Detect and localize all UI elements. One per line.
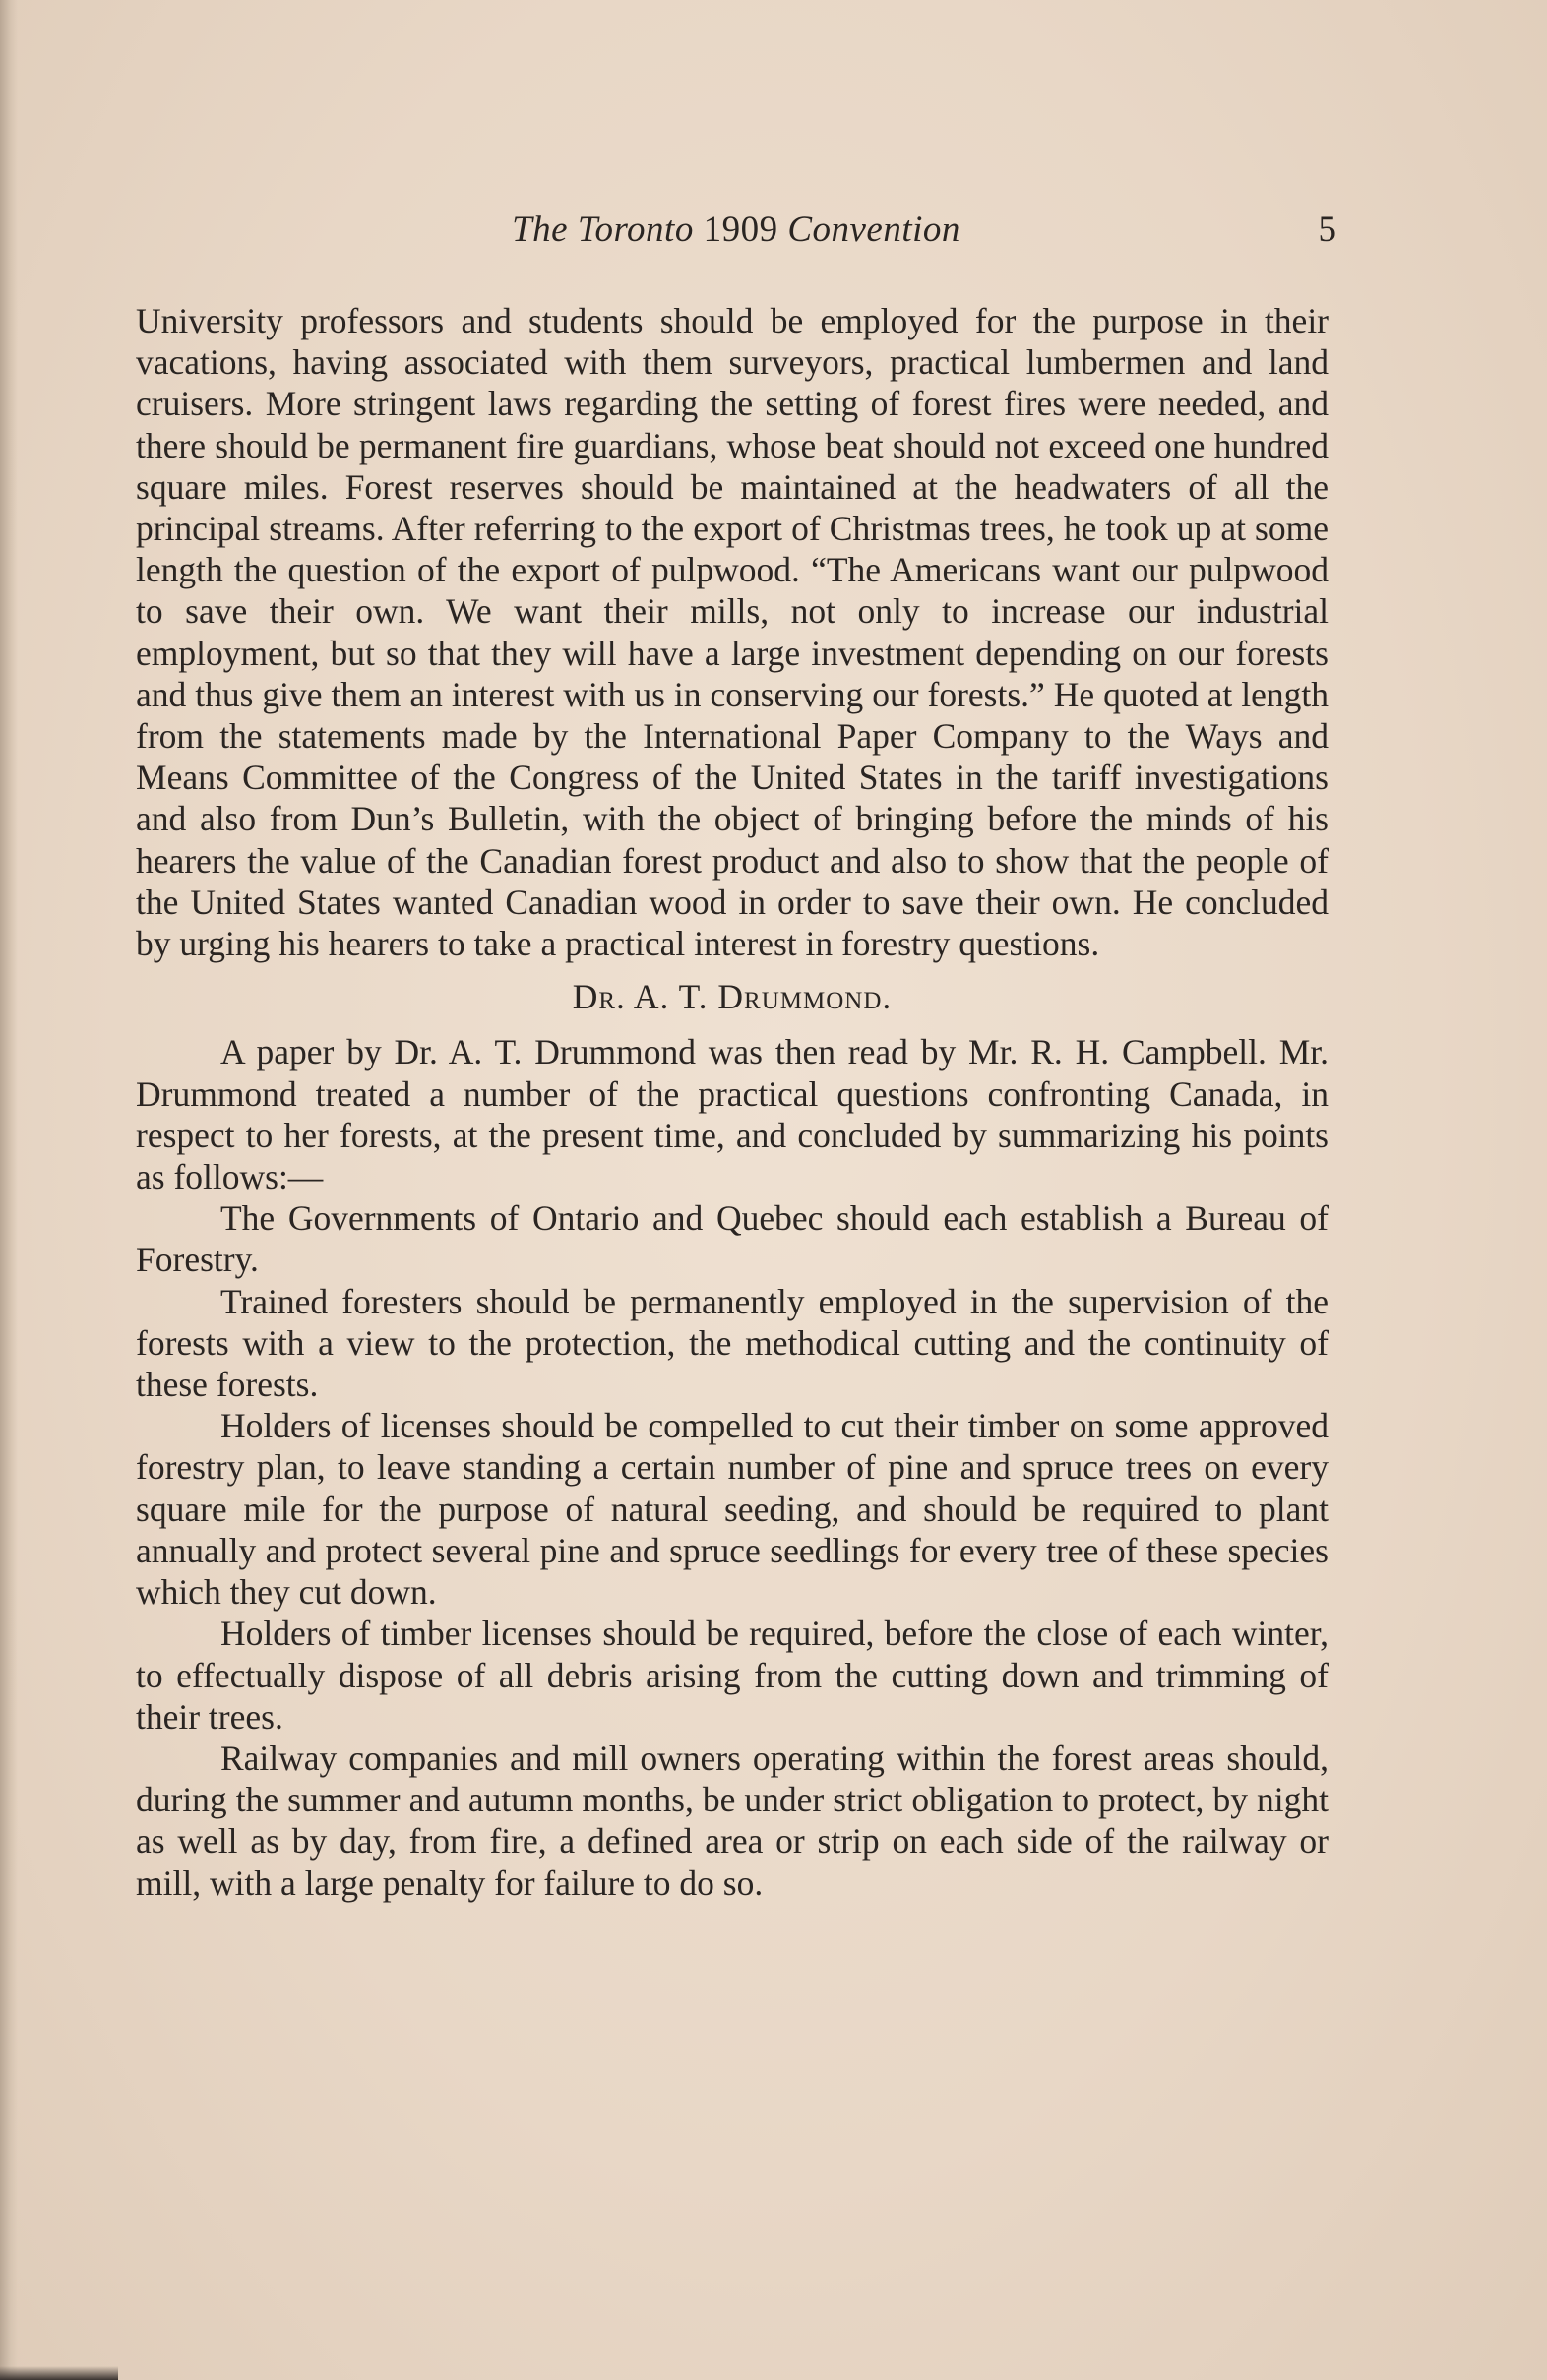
running-head	[136, 209, 1336, 251]
paragraph-4: Trained foresters should be permanently employed in the supervision of the forests with a view to the protection, the methodical cutting and the continuity of these forests.	[136, 1281, 1329, 1405]
page-header	[136, 209, 1336, 268]
section-heading: Dr. A. T. Drummond.	[572, 977, 893, 1017]
page-number: 5	[1318, 210, 1336, 250]
binding-edge	[0, 0, 18, 2380]
paragraph-7: Railway companies and mill owners operating within the forest areas should, during the summer and autumn months, be under strict obligation to protect, by night as well as by day, from fire, a defined area or strip on each side of the railway or mill, with a large penalty for failure to do so.	[136, 1738, 1329, 1903]
paragraph-2: A paper by Dr. A. T. Drummond was then read by Mr. R. H. Campbell. Mr. Drummond treated a number of the practical questions confronting Canada, in respect to her forests, at the present time, and concluded by summarizing his points as follows:—	[136, 1032, 1329, 1197]
running-head-title-start: The Toronto	[512, 210, 704, 250]
page-corner-shadow	[0, 2366, 118, 2380]
paragraph-3: The Governments of Ontario and Quebec should each establish a Bureau of Forestry.	[136, 1198, 1329, 1280]
running-head-title-end: Convention	[777, 210, 960, 250]
paragraph-5: Holders of licenses should be compelled to cut their timber on some approved forestry plan, to leave standing a certain number of pine and spruce trees on every square mile for the purpose of natural seeding, and should be required to plant annually and protect several pine and spruce seedlings for every tree of these species which they cut down.	[136, 1406, 1329, 1613]
running-head-year: 1909	[703, 210, 778, 250]
paragraph-6: Holders of timber licenses should be required, before the close of each winter, to effectually dispose of all debris arising from the cutting down and trimming of their trees.	[136, 1614, 1329, 1737]
body-text	[136, 300, 1329, 1904]
paragraph-1: University professors and students should be employed for the purpose in their vacations, having associated with them surveyors, practical lumbermen and land cruisers. More stringent laws regarding the setting of forest fires were needed, and there should be permanent fire guardians, whose beat should not exceed one hundred square miles. Forest reserves should be maintained at the headwaters of all the principal streams. After referring to the export of Christmas trees, he took up at some length the question of the export of pulpwood. “The Americans want our pulpwood to save their own. We want their mills, not only to increase our industrial employment, but so that they will have a large investment depending on our forests and thus give them an interest with us in conserving our forests.” He quoted at length from the statements made by the International Paper Company to the Ways and Means Committee of the Congress of the United States in the tariff investigations and also from Dun’s Bulletin, with the object of bringing before the minds of his hearers the value of the Canadian forest product and also to show that the people of the United States wanted Canadian wood in order to save their own. He concluded by urging his hearers to take a practical interest in forestry questions.	[136, 301, 1329, 964]
